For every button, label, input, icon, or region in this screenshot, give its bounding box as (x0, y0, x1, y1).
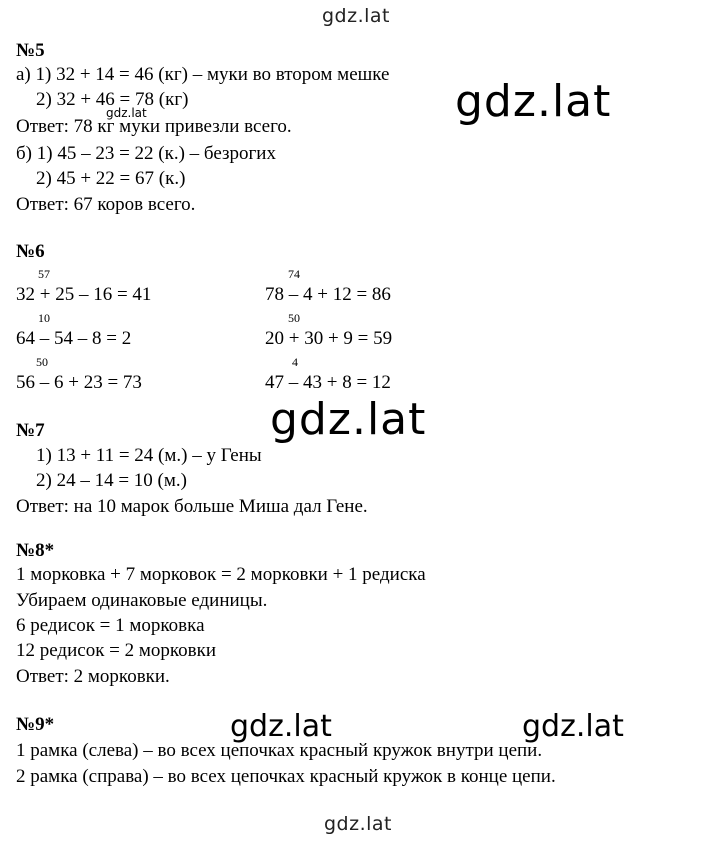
task6-right-3: 47 – 43 + 8 = 12 (265, 372, 391, 390)
task6-left-3: 56 – 6 + 23 = 73 (16, 372, 142, 393)
task6-left-1-note: 57 (38, 267, 50, 281)
task5-line-4: б) 1) 45 – 23 = 22 (к.) – безрогих (16, 143, 276, 164)
task6-right-3-note: 4 (292, 355, 298, 369)
watermark-big-2: gdz.lat (270, 394, 427, 445)
task5-answer-b: Ответ: 67 коров всего. (16, 194, 196, 215)
task5-line-2: 2) 32 + 46 = 78 (кг) (36, 89, 189, 110)
task6-left-2-note: 10 (38, 311, 50, 325)
task6-heading: №6 (16, 241, 45, 262)
task8-answer: Ответ: 2 морковки. (16, 666, 170, 687)
task6-right-1-note: 74 (288, 267, 300, 281)
task6-left-3-note: 50 (36, 355, 48, 369)
watermark-top: gdz.lat (322, 5, 391, 27)
task8-line-3: 6 редисок = 1 морковка (16, 615, 205, 636)
task5-line-5: 2) 45 + 22 = 67 (к.) (36, 168, 186, 189)
task8-heading: №8* (16, 540, 55, 561)
task6-left-2: 64 – 54 – 8 = 2 (16, 328, 132, 349)
task8-line-1: 1 морковка + 7 морковок = 2 морковки + 1 редиска (16, 564, 426, 585)
watermark-mid-1: gdz.lat (230, 709, 332, 744)
watermark-big-1: gdz.lat (455, 76, 612, 127)
watermark-tiny: gdz.lat (106, 106, 147, 120)
task7-heading: №7 (16, 420, 45, 441)
task5-heading: №5 (16, 40, 45, 61)
task6-right-2-note: 50 (288, 311, 300, 325)
task7-line-2: 2) 24 – 14 = 10 (м.) (36, 470, 187, 491)
task9-line-2: 2 рамка (справа) – во всех цепочках красный кружок в конце цепи. (16, 766, 556, 787)
watermark-bottom: gdz.lat (324, 813, 393, 835)
task8-line-4: 12 редисок = 2 морковки (16, 640, 217, 661)
task7-line-1: 1) 13 + 11 = 24 (м.) – у Гены (36, 445, 262, 466)
task5-answer-a: Ответ: 78 кг муки привезли всего. (16, 116, 292, 137)
task9-heading: №9* (16, 714, 55, 735)
watermark-mid-2: gdz.lat (522, 709, 624, 744)
task6-left-1: 32 + 25 – 16 = 41 (16, 284, 152, 305)
task6-right-2: 20 + 30 + 9 = 59 (265, 328, 393, 349)
task6-right-1: 78 – 4 + 12 = 86 (265, 284, 391, 305)
task7-answer: Ответ: на 10 марок больше Миша дал Гене. (16, 496, 368, 517)
task5-line-1: а) 1) 32 + 14 = 46 (кг) – муки во втором мешке (16, 64, 390, 85)
task8-line-2: Убираем одинаковые единицы. (16, 590, 268, 611)
task9-line-1: 1 рамка (слева) – во всех цепочках красный кружок внутри цепи. (16, 740, 543, 761)
